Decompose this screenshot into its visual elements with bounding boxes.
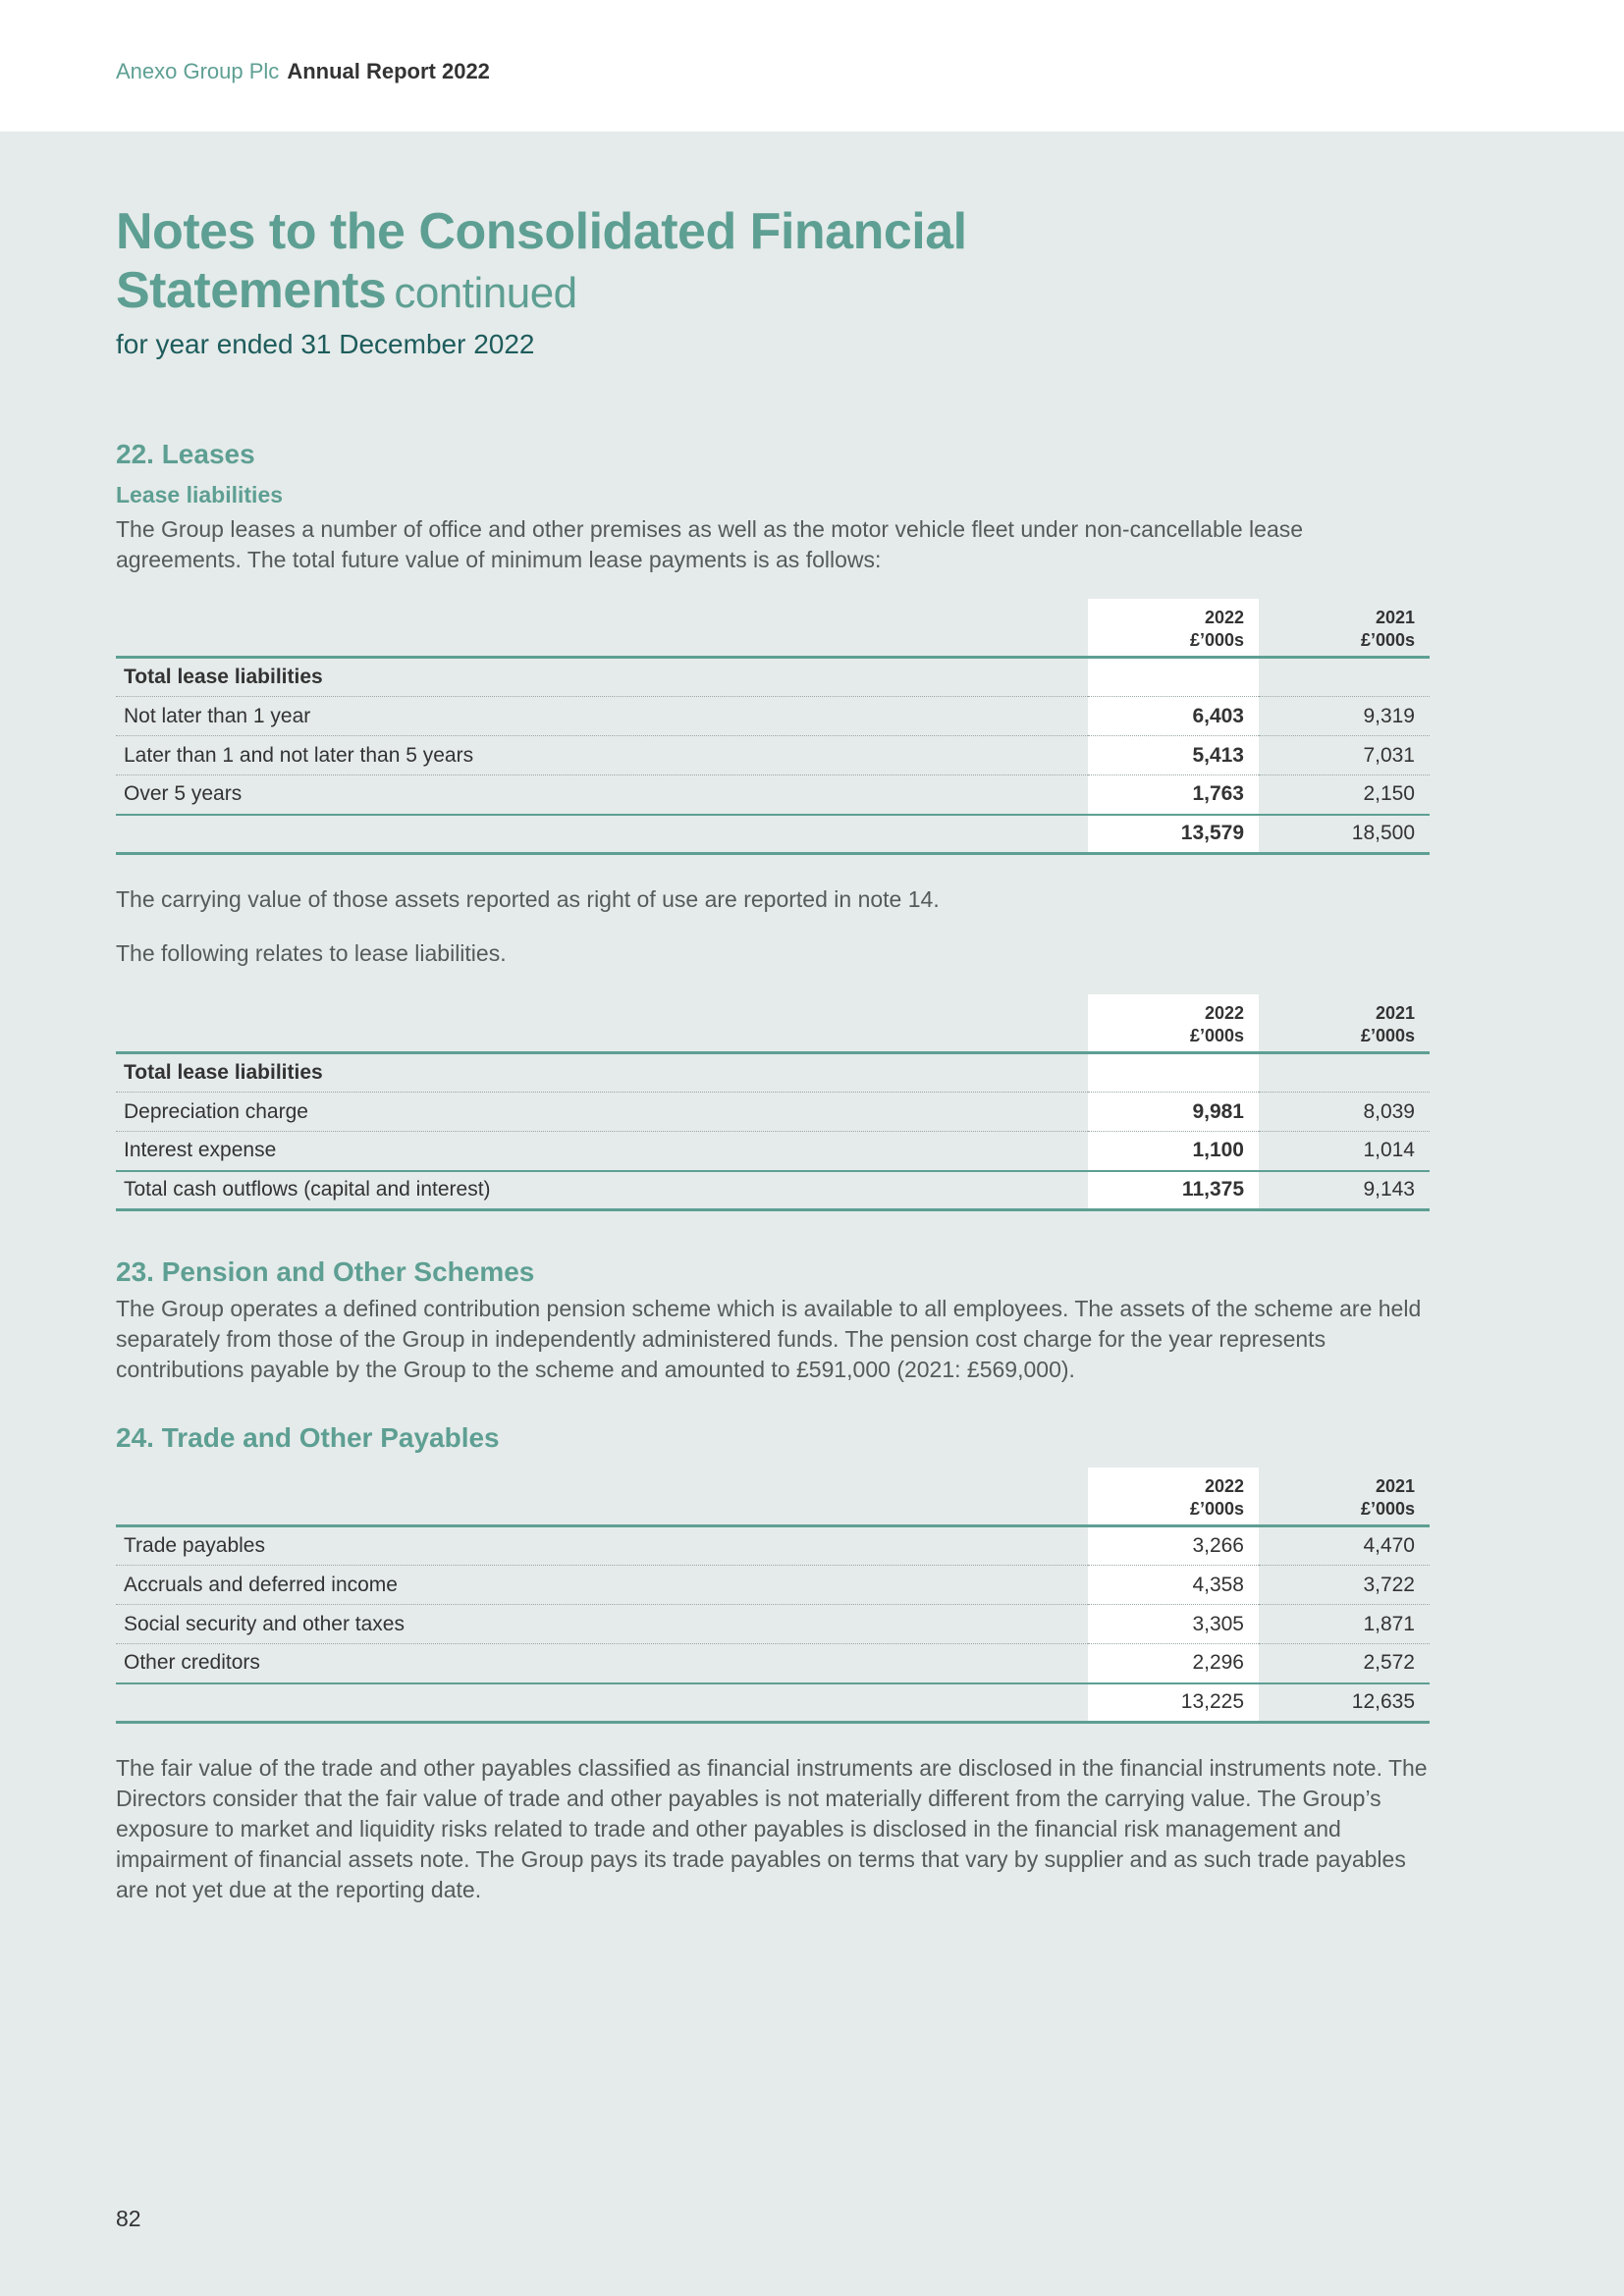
note22-intro: The Group leases a number of office and other premises as well as the motor vehicle fleet under non-cancellable lease agreements. The total future value of minimum lease payments is as follows: bbox=[116, 516, 1304, 572]
note22-heading: 22. Leases bbox=[116, 439, 255, 469]
column-unit: £’000s bbox=[1189, 1026, 1244, 1045]
column-unit: £’000s bbox=[1360, 1026, 1415, 1045]
cell-2021 bbox=[1259, 1053, 1430, 1093]
total-label bbox=[116, 815, 1088, 854]
row-label: Not later than 1 year bbox=[116, 697, 1088, 736]
column-year: 2021 bbox=[1375, 1003, 1415, 1023]
page-number: 82 bbox=[116, 2206, 141, 2231]
table-header-blank bbox=[116, 994, 1088, 1053]
column-unit: £’000s bbox=[1189, 630, 1244, 650]
row-label: Total lease liabilities bbox=[116, 1053, 1088, 1093]
table-total-row bbox=[116, 1683, 1430, 1723]
header-company: Anexo Group Plc bbox=[116, 59, 280, 83]
column-header-2021 bbox=[1259, 994, 1430, 1053]
table-row bbox=[116, 1093, 1430, 1132]
table-row bbox=[116, 1566, 1430, 1605]
row-label: Other creditors bbox=[116, 1644, 1088, 1683]
row-label: Total lease liabilities bbox=[116, 658, 1088, 697]
row-label: Over 5 years bbox=[116, 775, 1088, 815]
column-header-2021 bbox=[1259, 1468, 1430, 1526]
header-text bbox=[116, 59, 490, 84]
payables-table bbox=[116, 1468, 1430, 1724]
cell-2022: 5,413 bbox=[1088, 736, 1259, 775]
total-2022: 13,579 bbox=[1088, 815, 1259, 854]
table-row bbox=[116, 1526, 1430, 1566]
column-header-2022 bbox=[1088, 1468, 1259, 1526]
row-label: Depreciation charge bbox=[116, 1093, 1088, 1132]
cell-2022: 3,266 bbox=[1088, 1526, 1259, 1566]
column-unit: £’000s bbox=[1360, 630, 1415, 650]
column-year: 2022 bbox=[1204, 1476, 1244, 1496]
column-year: 2021 bbox=[1375, 608, 1415, 627]
column-year: 2021 bbox=[1375, 1476, 1415, 1496]
cell-2021: 7,031 bbox=[1259, 736, 1430, 775]
table-header-row bbox=[116, 1468, 1430, 1526]
table-header-blank bbox=[116, 599, 1088, 658]
page-subtitle: for year ended 31 December 2022 bbox=[116, 329, 535, 359]
cell-2021: 4,470 bbox=[1259, 1526, 1430, 1566]
table-row bbox=[116, 1644, 1430, 1683]
cell-2021: 9,319 bbox=[1259, 697, 1430, 736]
table-row bbox=[116, 1605, 1430, 1644]
cell-2022: 2,296 bbox=[1088, 1644, 1259, 1683]
total-label bbox=[116, 1683, 1088, 1723]
note23-heading: 23. Pension and Other Schemes bbox=[116, 1256, 535, 1287]
table-row bbox=[116, 736, 1430, 775]
row-label: Interest expense bbox=[116, 1132, 1088, 1171]
column-header-2022 bbox=[1088, 994, 1259, 1053]
table-row bbox=[116, 1132, 1430, 1171]
lease-payments-table bbox=[116, 599, 1430, 855]
page-content bbox=[116, 132, 1432, 1905]
cell-2021 bbox=[1259, 658, 1430, 697]
column-year: 2022 bbox=[1204, 608, 1244, 627]
cell-2021: 3,722 bbox=[1259, 1566, 1430, 1605]
table-section-row bbox=[116, 658, 1430, 697]
cell-2022 bbox=[1088, 658, 1259, 697]
column-year: 2022 bbox=[1204, 1003, 1244, 1023]
cell-2021: 8,039 bbox=[1259, 1093, 1430, 1132]
lease-charges-table bbox=[116, 994, 1430, 1211]
cell-2022: 1,100 bbox=[1088, 1132, 1259, 1171]
header-report-title: Annual Report 2022 bbox=[287, 59, 490, 83]
column-unit: £’000s bbox=[1360, 1499, 1415, 1519]
page-title bbox=[116, 202, 1432, 323]
column-header-2022 bbox=[1088, 599, 1259, 658]
row-label: Social security and other taxes bbox=[116, 1605, 1088, 1644]
page-header bbox=[0, 0, 1624, 132]
row-label: Later than 1 and not later than 5 years bbox=[116, 736, 1088, 775]
table-header-blank bbox=[116, 1468, 1088, 1526]
column-header-2021 bbox=[1259, 599, 1430, 658]
cell-2021: 2,150 bbox=[1259, 775, 1430, 815]
note23-body: The Group operates a defined contribution pension scheme which is available to all employees. The assets of the scheme are held separately from those of the Group in independently administered funds. The pension cost charge for the year represents contributions payable by the Group to the scheme and amounted to £591,000 (2021: £569,000). bbox=[116, 1296, 1422, 1382]
table-section-row bbox=[116, 1053, 1430, 1093]
cell-2021: 2,572 bbox=[1259, 1644, 1430, 1683]
cell-2022 bbox=[1088, 1053, 1259, 1093]
total-2021: 12,635 bbox=[1259, 1683, 1430, 1723]
page-title-main: Notes to the Consolidated Financial Statements bbox=[116, 203, 967, 319]
table-total-row bbox=[116, 1171, 1430, 1210]
total-2021: 18,500 bbox=[1259, 815, 1430, 854]
note24-body: The fair value of the trade and other payables classified as financial instruments are disclosed in the financial instruments note. The Directors consider that the fair value of trade and other payables is not materially different from the carrying value. The Group’s exposure to market and liquidity risks related to trade and other payables is disclosed in the financial risk management and impairment of financial assets note. The Group pays its trade payables on terms that vary by supplier and as such trade payables are not yet due at the reporting date. bbox=[116, 1755, 1428, 1902]
cell-2022: 6,403 bbox=[1088, 697, 1259, 736]
note24-heading: 24. Trade and Other Payables bbox=[116, 1422, 500, 1453]
row-label: Accruals and deferred income bbox=[116, 1566, 1088, 1605]
table-header-row bbox=[116, 599, 1430, 658]
note22-subheading: Lease liabilities bbox=[116, 482, 284, 507]
column-unit: £’000s bbox=[1189, 1499, 1244, 1519]
page-title-continued: continued bbox=[394, 269, 577, 317]
cell-2022: 9,981 bbox=[1088, 1093, 1259, 1132]
table-row bbox=[116, 697, 1430, 736]
cell-2022: 3,305 bbox=[1088, 1605, 1259, 1644]
total-2022: 13,225 bbox=[1088, 1683, 1259, 1723]
table-header-row bbox=[116, 994, 1430, 1053]
total-label: Total cash outflows (capital and interest) bbox=[116, 1171, 1088, 1210]
table-total-row bbox=[116, 815, 1430, 854]
cell-2022: 4,358 bbox=[1088, 1566, 1259, 1605]
total-2022: 11,375 bbox=[1088, 1171, 1259, 1210]
note22-carrying-text: The carrying value of those assets reported as right of use are reported in note 14. bbox=[116, 886, 940, 912]
cell-2021: 1,014 bbox=[1259, 1132, 1430, 1171]
total-2021: 9,143 bbox=[1259, 1171, 1430, 1210]
cell-2021: 1,871 bbox=[1259, 1605, 1430, 1644]
note22-following-text: The following relates to lease liabilities. bbox=[116, 940, 507, 966]
cell-2022: 1,763 bbox=[1088, 775, 1259, 815]
table-row bbox=[116, 775, 1430, 815]
row-label: Trade payables bbox=[116, 1526, 1088, 1566]
